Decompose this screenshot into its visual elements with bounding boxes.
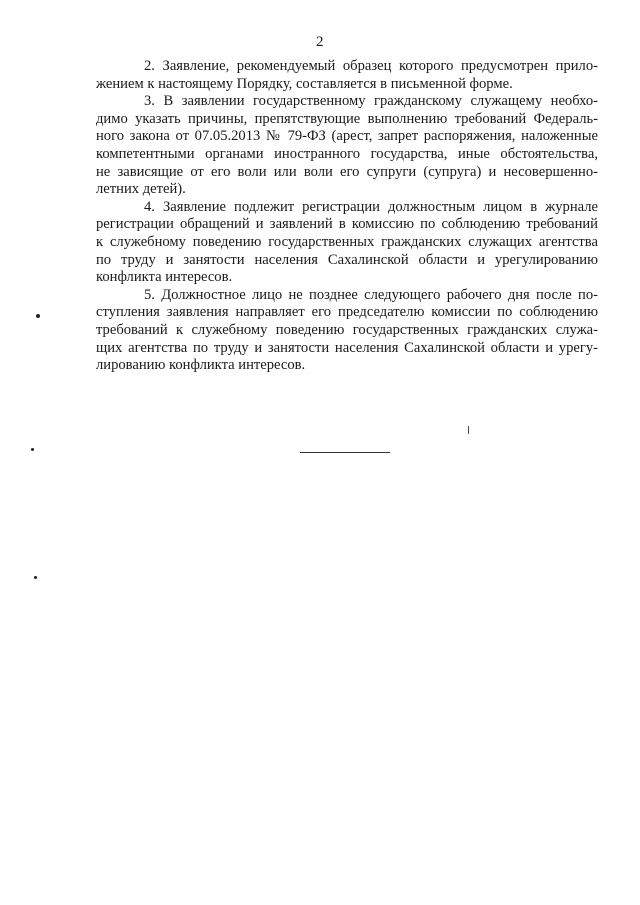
text-line: ного закона от 07.05.2013 № 79-ФЗ (арест, запрет распоряжения, наложенные: [96, 128, 598, 145]
text-line: летних детей).: [96, 181, 186, 198]
text-line: лированию конфликта интересов.: [96, 357, 306, 374]
scan-speck: [34, 576, 37, 579]
text-line: 3. В заявлении государственному гражданскому служащему необхо-: [144, 93, 598, 110]
text-line: 2. Заявление, рекомендуемый образец которого предусмотрен прило-: [144, 58, 598, 74]
scan-mark: [468, 426, 469, 434]
scan-speck: [36, 314, 40, 318]
paragraph-4: [96, 199, 598, 287]
end-divider-line: [300, 452, 390, 453]
text-line: требований к служебному поведению государственных гражданских служа-: [96, 321, 598, 338]
text-line: жением к настоящему Порядку, составляется в письменной форме.: [96, 75, 513, 92]
paragraph-2: [96, 58, 598, 93]
text-line: компетентными органами иностранного государства, иные обстоятельства,: [96, 145, 598, 162]
text-line: к служебному поведению государственных гражданских служащих агентства: [96, 233, 598, 250]
text-line: димо указать причины, препятствующие выполнению требований Федераль-: [96, 110, 598, 127]
paragraph-5: [96, 287, 598, 375]
document-body: [96, 58, 598, 375]
text-line: 4. Заявление подлежит регистрации должностным лицом в журнале: [144, 198, 598, 215]
text-line: регистрации обращений и заявлений в комиссию по соблюдению требований: [96, 216, 598, 233]
page-number: 2: [316, 34, 324, 50]
text-line: щих агентства по труду и занятости населения Сахалинской области и урегу-: [96, 339, 598, 356]
text-line: ступления заявления направляет его председателю комиссии по соблюдению: [96, 304, 598, 321]
text-line: конфликта интересов.: [96, 269, 233, 286]
text-line: не зависящие от его воли или воли его супруги (супруга) и несовершенно-: [96, 163, 598, 180]
text-line: по труду и занятости населения Сахалинской области и урегулированию: [96, 251, 598, 268]
text-line: 5. Должностное лицо не позднее следующего рабочего дня после по-: [144, 286, 598, 303]
paragraph-3: [96, 93, 598, 199]
scan-speck: [31, 448, 34, 451]
